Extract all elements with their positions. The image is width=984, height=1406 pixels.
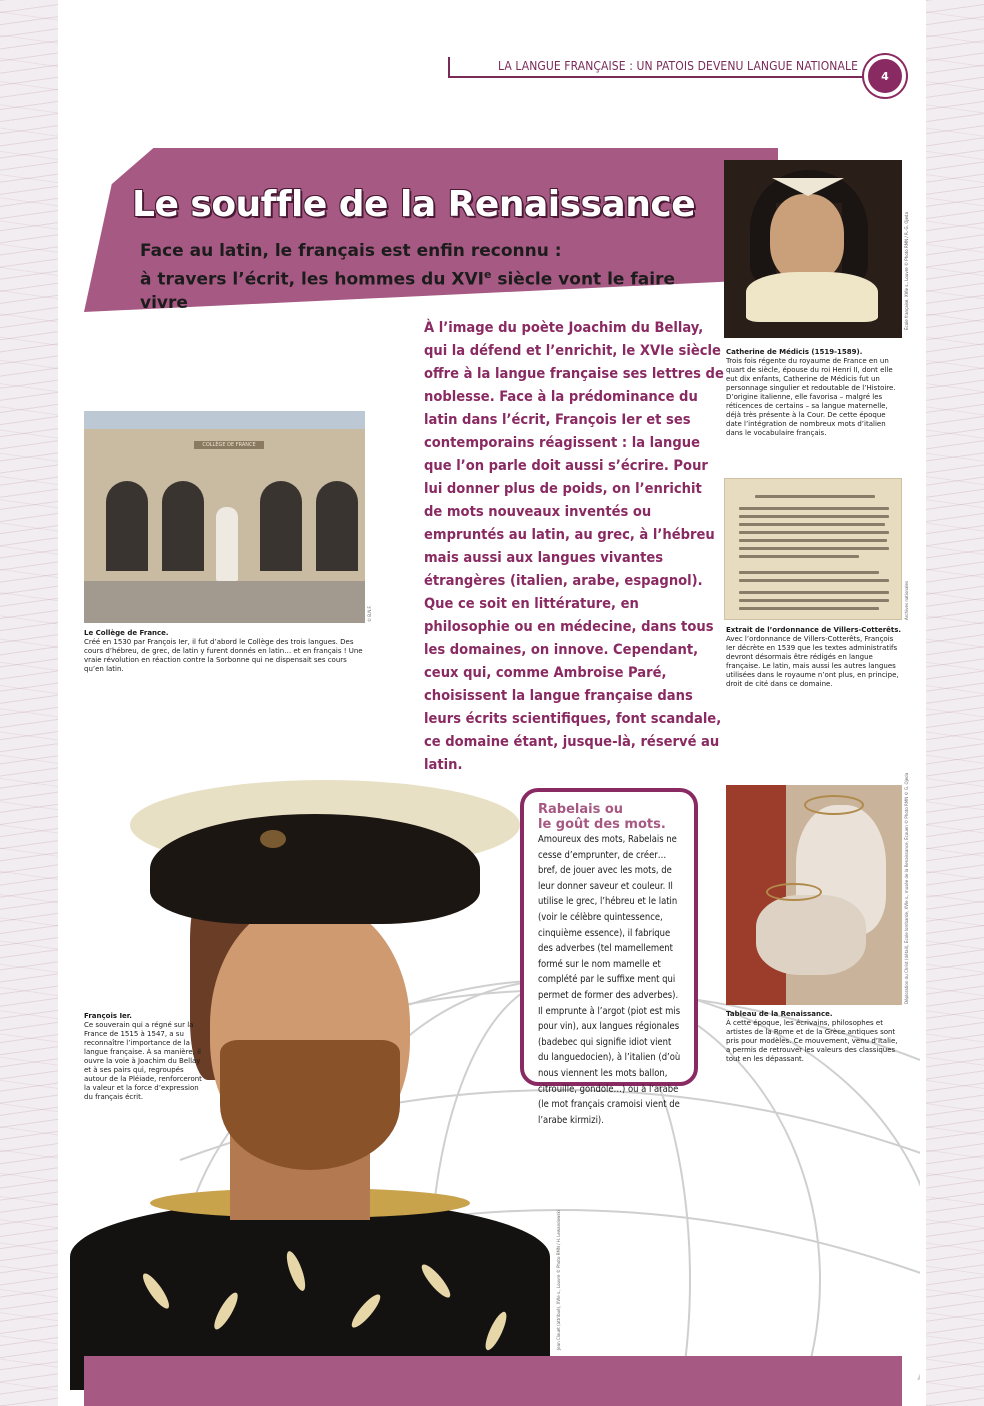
photo-college-de-france <box>84 411 365 623</box>
photo-ordonnance-villers-cotterets <box>724 478 902 620</box>
subtitle-line-2: à travers l’écrit, les hommes du XVIe siècle vont le faire vivre <box>140 268 675 313</box>
catherine-caption <box>726 348 902 438</box>
portrait-catherine-de-medicis <box>724 160 902 338</box>
page-number: 4 <box>881 70 889 83</box>
rabelais-title: Rabelais ou le goût des mots. <box>538 802 666 832</box>
ordonnance-caption-title: Extrait de l’ordonnance de Villers-Cotterêts. <box>726 626 902 634</box>
college-photo-credit: © B.N.F. <box>367 605 372 622</box>
college-caption-title: Le Collège de France. <box>84 629 169 637</box>
francois-photo-credit: Jean Clouet (attribué), XVIe s., Louvre © Photo RMN / H. Lewandowski <box>556 1210 561 1350</box>
college-sign: COLLÈGE DE FRANCE <box>194 441 264 449</box>
painting-caption-text: À cette époque, les écrivains, philosophes et artistes de la Rome et de la Grèce antiques sont pris pour modèles. Ce mouvement, venu d’Italie, a permis de retrouver les valeurs des classiques tout en les dépassant. <box>726 1019 898 1063</box>
header-title: LA LANGUE FRANÇAISE : UN PATOIS DEVENU LANGUE NATIONALE <box>497 59 858 73</box>
painting-photo-credit: Déploration du Christ (détail), École lombarde, XVIe s., musée de la Renaissance, Écouen © Photo RMN © G. Ojeda <box>904 772 909 1004</box>
photo-renaissance-painting <box>726 785 902 1005</box>
catherine-caption-text: Trois fois régente du royaume de France en un quart de siècle, épouse du roi Henri II, dont elle eut dix enfants, Catherine de Médicis fut un personnage singulier et redoutable de l’Histoire. D’origine italienne, elle favorisa – malgré les réticences de certains – sa langue maternelle, déjà très présente à la Cour. De cette époque date l’intégration de nombreux mots d’italien dans le vocabulaire français. <box>726 357 896 437</box>
college-caption-text: Créé en 1530 par François Ier, il fut d’abord le Collège des trois langues. Des cours d’hébreu, de grec, de latin y furent donnés en latin… et en français ! Une vraie révolution en réaction contre la Sorbonne qui ne dispensait ses cours qu’en latin. <box>84 638 363 673</box>
subtitle-line-1: Face au latin, le français est enfin reconnu : <box>140 241 562 261</box>
page-title: Le souffle de la Renaissance <box>132 184 696 225</box>
rabelais-text: Amoureux des mots, Rabelais ne cesse d’emprunter, de créer… bref, de jouer avec les mots, de leur donner saveur et couleur. Il utilise le grec, l’hébreu et le latin (voir le célèbre quintessence, cinquième essence), il fabrique des adverbes (tel mamellement formé sur le nom mamelle et complété par le suffixe ment qui permet de former des adverbes). Il emprunte à l’argot (piot est mis pour vin), aux langues régionales (badebec qui signifie idiot vient du languedocien), à l’italien (d’où nous viennent les mots ballon, citrouille, gondole…) ou à l’arabe (le mot français cramoisi vient de l’arabe kirmizi). <box>538 834 681 1126</box>
ordonnance-caption-text: Avec l’ordonnance de Villers-Cotterêts, François Ier décrète en 1539 que les textes administratifs devront désormais être rédigés en langue française. Le latin, mais aussi les autres langues utilisées dans le royaume n’ont plus, en principe, droit de cité dans ce domaine. <box>726 635 899 688</box>
header-rule-vertical <box>448 57 450 77</box>
catherine-caption-title: Catherine de Médicis (1519-1589). <box>726 348 863 356</box>
francois-caption-title: François Ier. <box>84 1012 132 1020</box>
francois-caption-text: Ce souverain qui a régné sur la France de 1515 à 1547, a su reconnaître l’importance de la langue française. À sa manière, il ouvre la voie à Joachim du Bellay et à ses pairs qui, regroupés autour de la Pléiade, renforceront la valeur et la force d’expression du français écrit. <box>84 1021 202 1101</box>
francois-caption <box>84 1012 204 1102</box>
statue <box>216 507 238 581</box>
rabelais-sidebar <box>520 788 698 1126</box>
college-caption <box>84 629 366 674</box>
painting-caption <box>726 1010 902 1064</box>
bottom-band <box>84 1356 902 1406</box>
catherine-photo-credit: École française, XVIe s., Louvre © Photo RMN / R.-G. Ojeda <box>904 212 909 330</box>
main-paragraph: À l’image du poète Joachim du Bellay, qui la défend et l’enrichit, le XVIe siècle offre à la langue française ses lettres de noblesse. Face à la prédominance du latin dans l’écrit, François Ier et ses contemporains réagissent : la langue que l’on parle doit aussi s’écrire. Pour lui donner plus de poids, on l’enrichit de mots nouveaux inventés ou empruntés au latin, au grec, à l’hébreu mais aussi aux langues vivantes étrangères (italien, arabe, espagnol). Que ce soit en littérature, en philosophie ou en médecine, dans tous les domaines, on innove. Cependant, ceux qui, comme Ambroise Paré, choisissent la langue française dans leurs écrits scientifiques, font scandale, ce domaine étant, jusque-là, réservé au latin. <box>424 319 724 773</box>
header-rule <box>448 76 868 78</box>
painting-caption-title: Tableau de la Renaissance. <box>726 1010 833 1018</box>
decorative-manuscript-strip-left <box>0 0 58 1406</box>
page-subtitle <box>140 240 710 315</box>
main-body-text <box>424 316 724 776</box>
ordonnance-caption <box>726 626 902 689</box>
page-header <box>448 55 878 85</box>
decorative-manuscript-strip-right <box>926 0 984 1406</box>
ordonnance-photo-credit: Archives nationales <box>904 580 909 620</box>
page-number-badge <box>864 55 906 97</box>
